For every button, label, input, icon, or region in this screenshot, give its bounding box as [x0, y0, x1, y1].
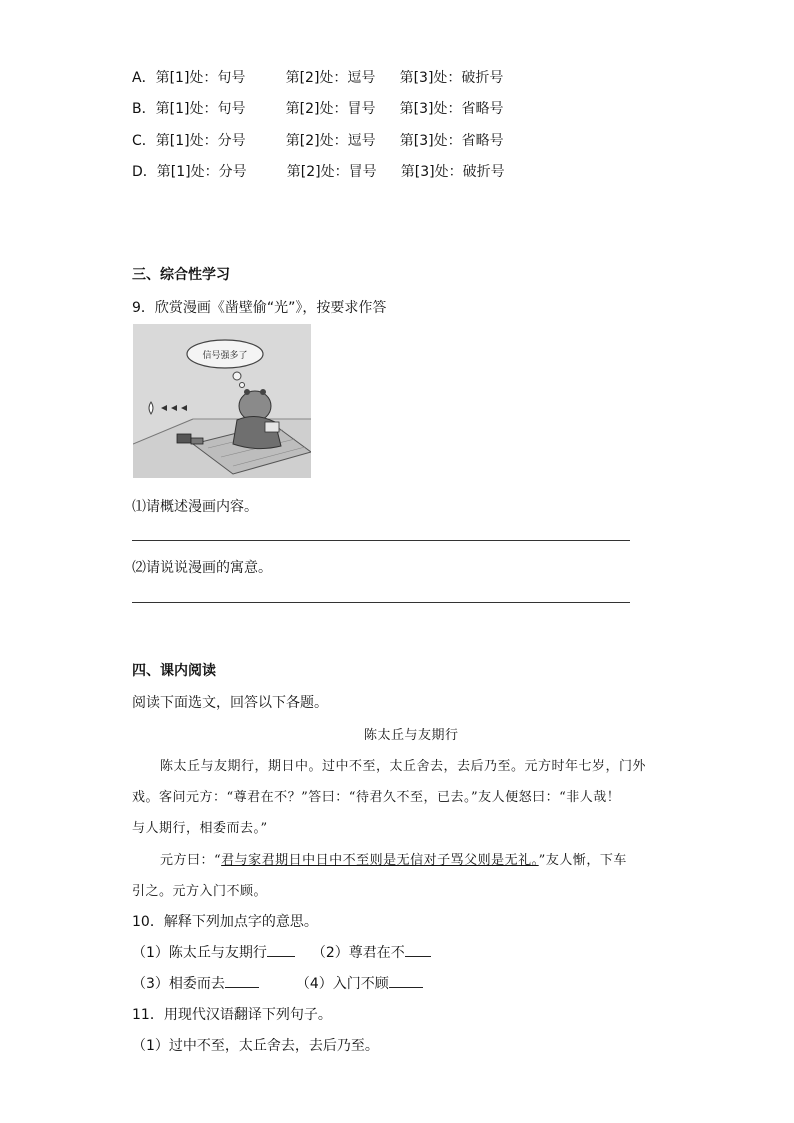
comic-illustration-icon: [133, 324, 311, 478]
question-9: 9．欣赏漫画《凿壁偷“光”》，按要求作答: [132, 300, 387, 316]
option-part-2: 第[2]处：逗号: [285, 70, 376, 86]
question-11-item-1: （1）过中不至，太丘舍去，去后乃至。: [132, 1038, 379, 1054]
question-10-row-1: [132, 942, 431, 962]
option-part-2: 第[2]处：冒号: [286, 164, 377, 180]
option-part-1: 第[1]处：分号: [155, 133, 246, 149]
option-c: [132, 130, 504, 150]
passage-title: 陈太丘与友期行: [364, 728, 459, 743]
blank-input-1[interactable]: [267, 942, 295, 957]
option-part-1: 第[1]处：句号: [155, 70, 246, 86]
question-10: 10．解释下列加点字的意思。: [132, 914, 318, 930]
question-9-part-2: ⑵请说说漫画的寓意。: [132, 560, 272, 576]
passage-paragraph-1-line-3: 与人期行，相委而去。”: [132, 821, 268, 836]
option-part-3: 第[3]处：省略号: [399, 133, 504, 149]
section-4-heading: 四、课内阅读: [132, 663, 216, 679]
option-part-3: 第[3]处：破折号: [399, 70, 504, 86]
question-10-row-2: [132, 973, 423, 993]
option-part-3: 第[3]处：破折号: [400, 164, 505, 180]
passage-quote-suffix: ”友人惭，下车: [538, 853, 627, 868]
reading-instructions: 阅读下面选文，回答以下各题。: [132, 695, 328, 711]
blank-input-4[interactable]: [389, 973, 423, 988]
comic-bubble-text: 信号强多了: [202, 351, 248, 361]
option-d: [132, 161, 505, 181]
question-10-item-2: （2）尊君在不: [311, 945, 405, 961]
passage-paragraph-2-line-2: 引之。元方入门不顾。: [132, 884, 268, 899]
option-part-3: 第[3]处：省略号: [399, 101, 504, 117]
question-11: 11．用现代汉语翻译下列句子。: [132, 1007, 332, 1023]
answer-line-2[interactable]: [132, 602, 630, 603]
option-letter: B．: [132, 101, 156, 117]
blank-input-3[interactable]: [225, 973, 259, 988]
answer-line-1[interactable]: [132, 540, 630, 541]
option-b: [132, 98, 503, 118]
option-letter: D．: [132, 164, 157, 180]
question-10-item-3: （3）相委而去: [132, 976, 225, 992]
comic-image: [133, 324, 311, 478]
passage-paragraph-1-line-2: 戏。客问元方：“尊君在不？”答曰：“待君久不至，已去。”友人便怒曰：“非人哉！: [132, 790, 621, 805]
option-a: [132, 67, 503, 87]
option-letter: C．: [132, 133, 156, 149]
passage-paragraph-2-line-1: [160, 849, 627, 868]
option-part-1: 第[1]处：句号: [155, 101, 246, 117]
section-3-heading: 三、综合性学习: [132, 267, 230, 283]
passage-quote-prefix: 元方曰：“: [160, 853, 222, 868]
blank-input-2[interactable]: [405, 942, 431, 957]
question-9-part-1: ⑴请概述漫画内容。: [132, 499, 258, 515]
passage-paragraph-1-line-1: 陈太丘与友期行，期日中。过中不至，太丘舍去，去后乃至。元方时年七岁，门外: [160, 759, 647, 774]
option-part-1: 第[1]处：分号: [156, 164, 247, 180]
option-part-2: 第[2]处：逗号: [285, 133, 376, 149]
question-10-item-1: （1）陈太丘与友期行: [132, 945, 267, 961]
option-part-2: 第[2]处：冒号: [285, 101, 376, 117]
passage-underlined-sentence: 君与家君期日中日中不至则是无信对子骂父则是无礼。: [221, 853, 539, 868]
option-letter: A．: [132, 70, 156, 86]
question-10-item-4: （4）入门不顾: [295, 976, 389, 992]
